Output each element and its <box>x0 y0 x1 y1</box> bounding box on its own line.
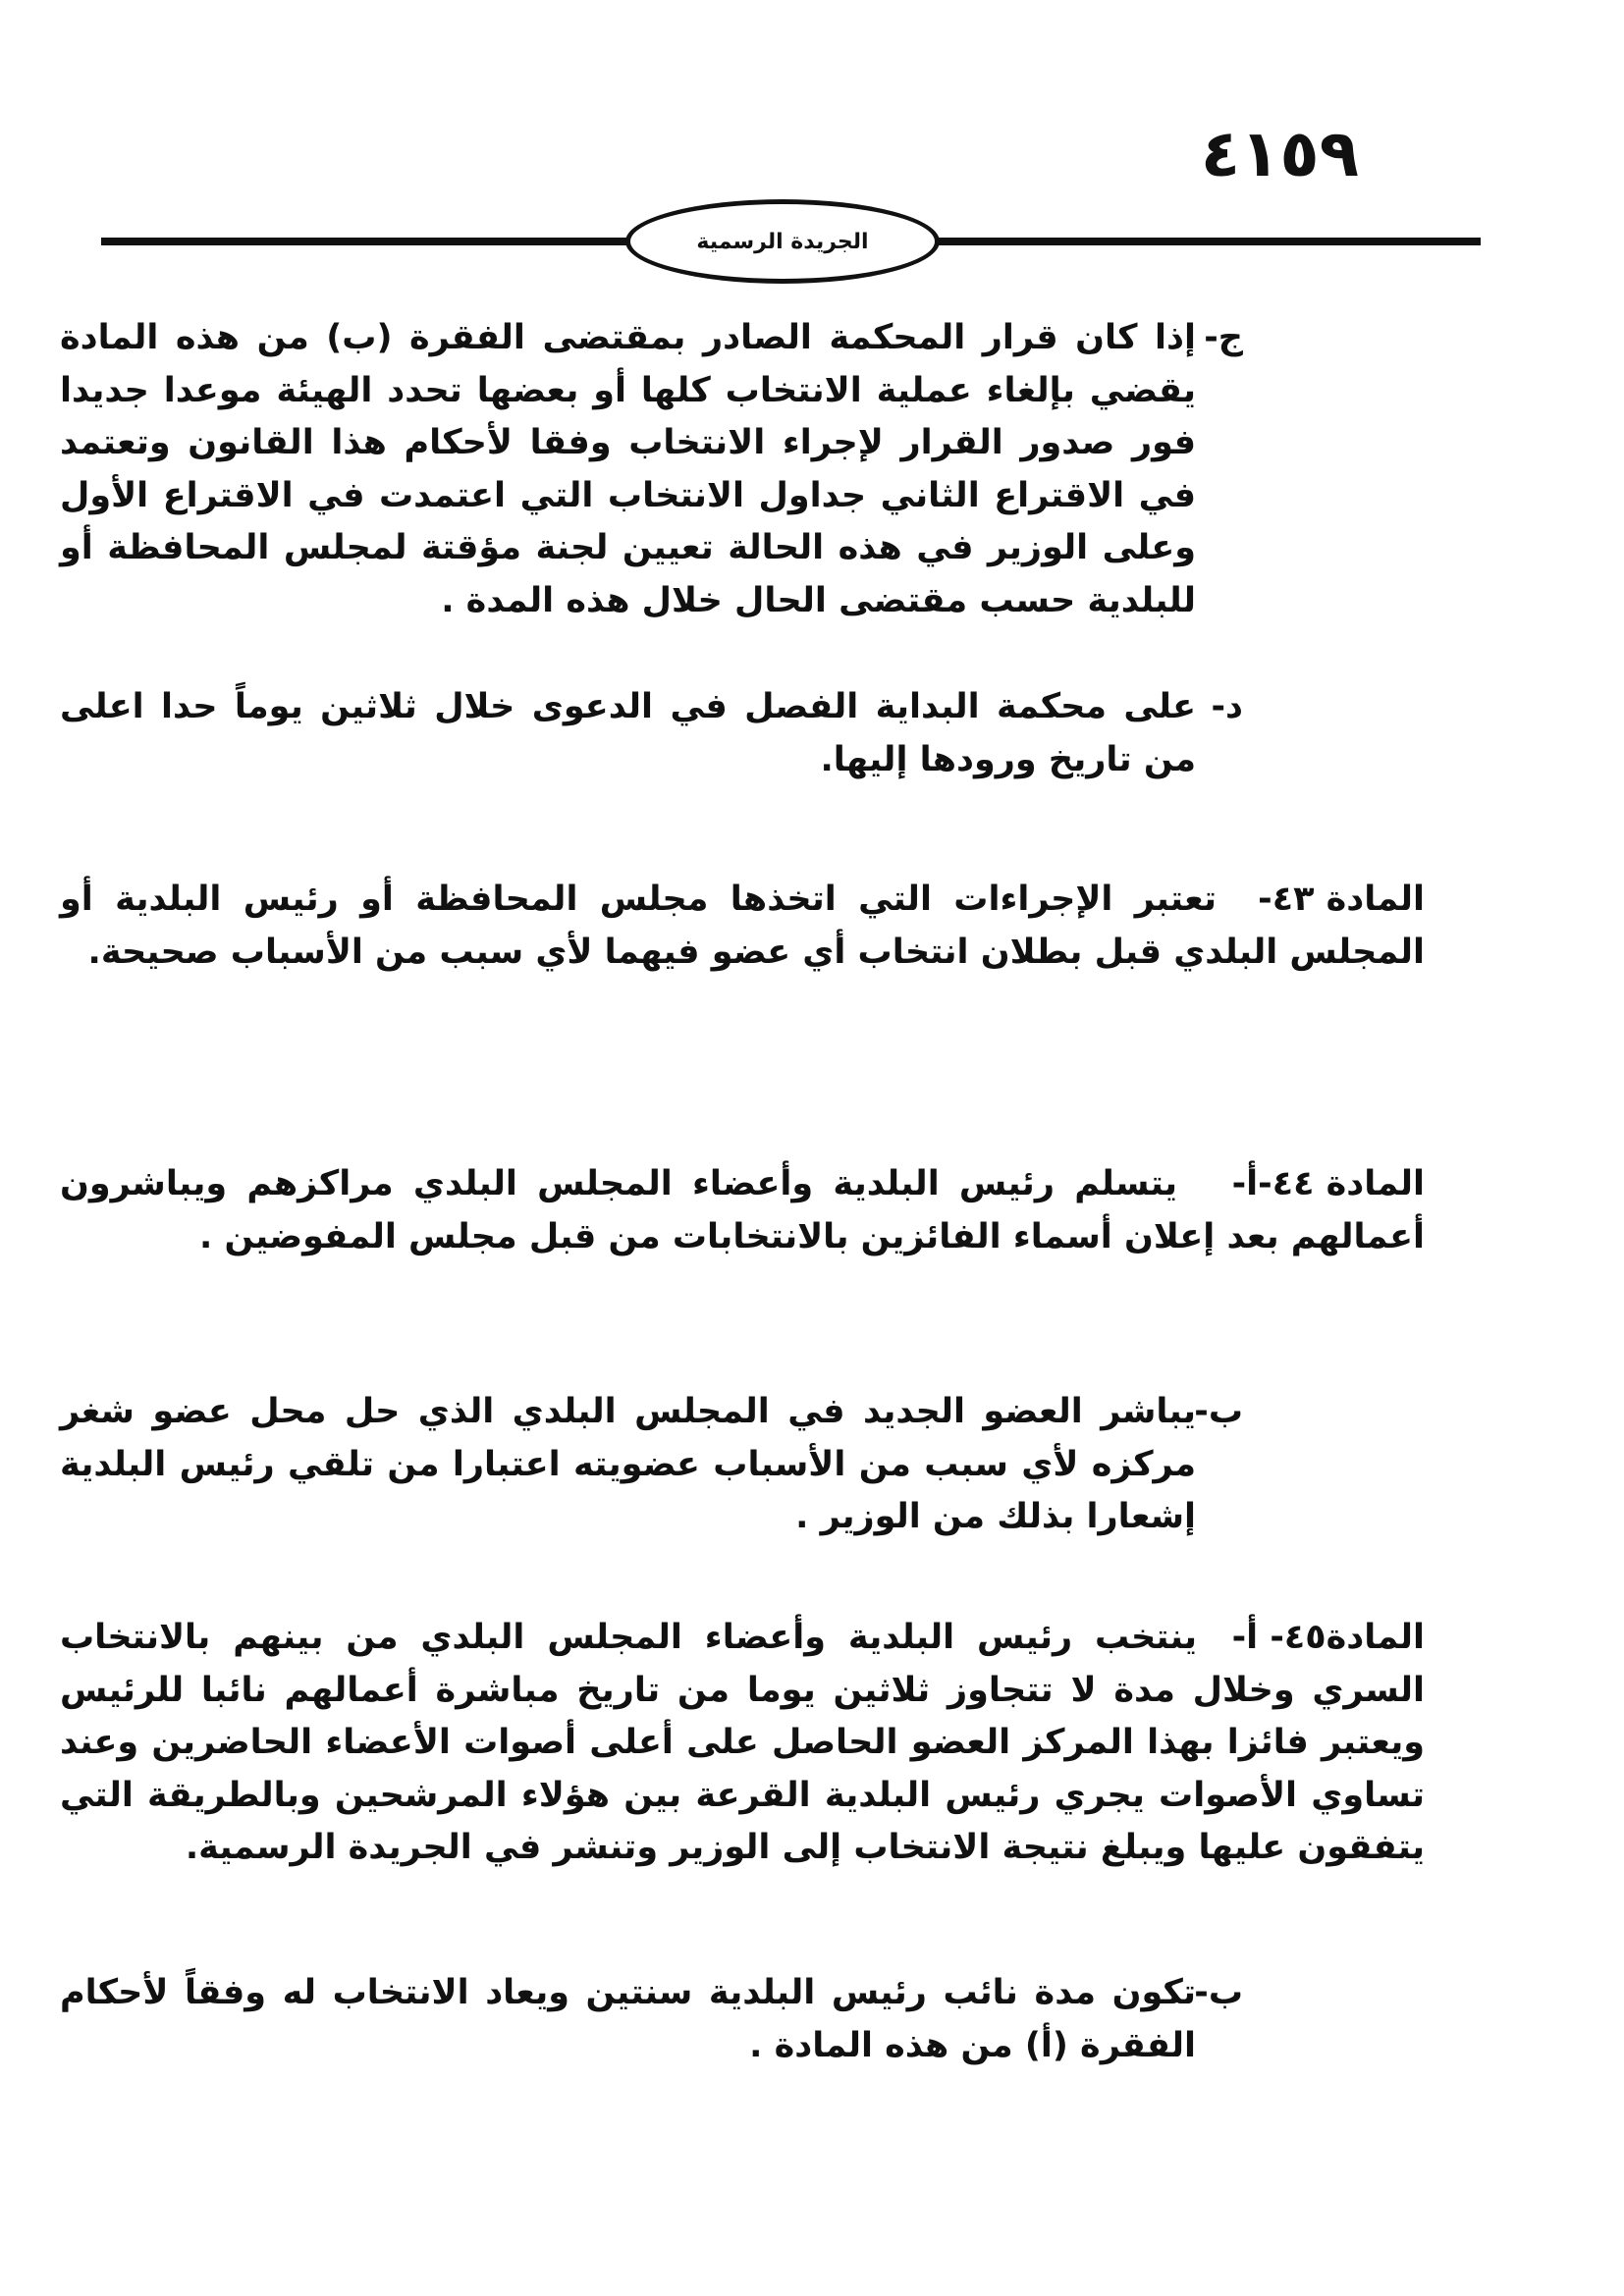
clause-label: ب- <box>1194 1973 1243 2012</box>
clause-label: ب- <box>1194 1392 1243 1431</box>
article-43 <box>60 874 1425 1041</box>
clause-label: ج- <box>1204 318 1243 357</box>
gazette-header-oval <box>625 199 940 284</box>
clause-label: د- <box>1211 687 1243 726</box>
article-text: يتسلم رئيس البلدية وأعضاء المجلس البلدي مراكزهم ويباشرون أعمالهم بعد إعلان أسماء الفائزين بالانتخابات من قبل مجلس المفوضين . <box>60 1164 1425 1256</box>
clause-dal <box>60 681 1243 789</box>
article-label: المادة ٤٤-أ- <box>1231 1164 1425 1203</box>
article-44a <box>60 1158 1425 1325</box>
article-text: ينتخب رئيس البلدية وأعضاء المجلس البلدي من بينهم بالانتخاب السري وخلال مدة لا تتجاوز ثلاثين يوما من تاريخ مباشرة أعمالهم نائبا للرئيس ويعتبر فائزا بهذا المركز العضو الحاصل على أعلى أصوات الأعضاء الحاضرين وعند تساوي الأصوات يجري رئيس البلدية القرعة بين هؤلاء المرشحين وبالطريقة التي يتفقون عليها ويبلغ نتيجة الانتخاب إلى الوزير وتنشر في الجريدة الرسمية. <box>60 1618 1425 1867</box>
article-45b <box>60 1967 1243 2075</box>
article-label: المادة ٤٣- <box>1258 880 1425 919</box>
clause-jeem <box>60 312 1243 685</box>
clause-text: يباشر العضو الجديد في المجلس البلدي الذي حل محل عضو شغر مركزه لأي سبب من الأسباب عضويته اعتبارا من تلقي رئيس البلدية إشعارا بذلك من الوزير . <box>60 1392 1196 1536</box>
clause-text: تكون مدة نائب رئيس البلدية سنتين ويعاد الانتخاب له وفقاً لأحكام الفقرة (أ) من هذه المادة . <box>60 1973 1196 2065</box>
page-number: ٤١٥٩ <box>1200 116 1359 191</box>
article-45a <box>60 1612 1425 1936</box>
article-label: المادة٤٥- أ- <box>1231 1618 1425 1657</box>
clause-text: إذا كان قرار المحكمة الصادر بمقتضى الفقرة (ب) من هذه المادة يقضي بإلغاء عملية الانتخاب كلها أو بعضها تحدد الهيئة موعدا جديدا فور صدور القرار لإجراء الانتخاب وفقا لأحكام هذا القانون وتعتمد في الاقتراع الثاني جداول الانتخاب التي اعتمدت في الاقتراع الأول وعلى الوزير في هذه الحالة تعيين لجنة مؤقتة لمجلس المحافظة أو للبلدية حسب مقتضى الحال خلال هذه المدة . <box>60 318 1196 620</box>
article-text: تعتبر الإجراءات التي اتخذها مجلس المحافظة أو رئيس البلدية أو المجلس البلدي قبل بطلان انتخاب أي عضو فيهما لأي سبب من الأسباب صحيحة. <box>60 880 1425 972</box>
article-44b <box>60 1386 1243 1553</box>
gazette-name: الجريدة الرسمية <box>696 229 869 254</box>
clause-text: على محكمة البداية الفصل في الدعوى خلال ثلاثين يوماً حدا اعلى من تاريخ ورودها إليها. <box>60 687 1196 779</box>
